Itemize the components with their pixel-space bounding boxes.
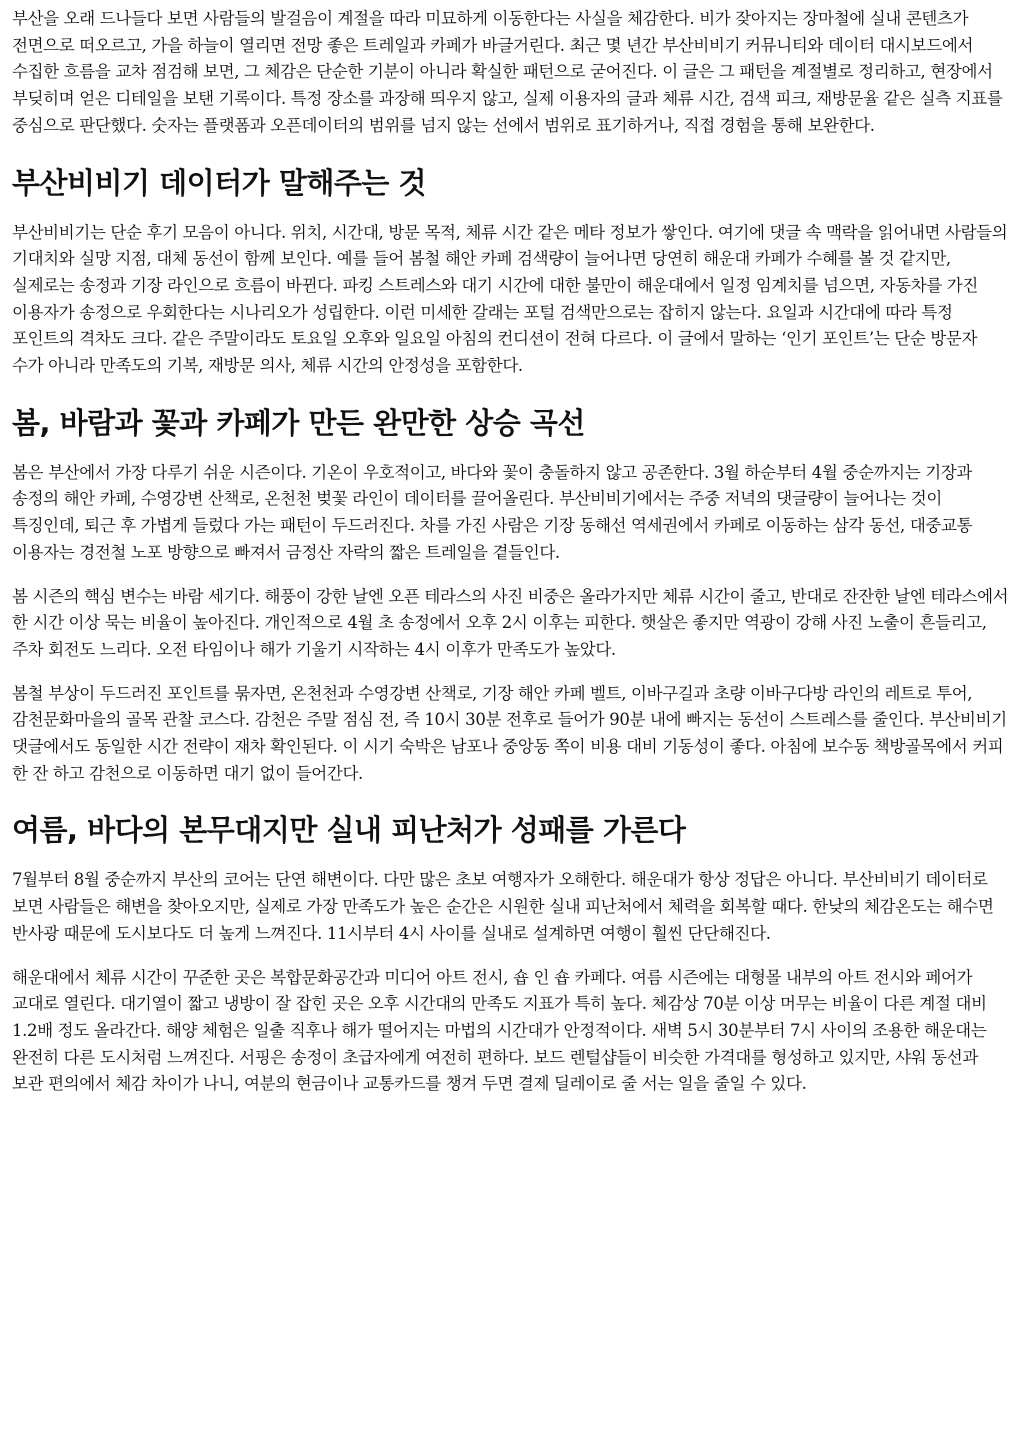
section-spring-paragraph-2: 봄 시즌의 핵심 변수는 바람 세기다. 해풍이 강한 날엔 오픈 테라스의 사진 비중은 올라가지만 체류 시간이 줄고, 반대로 잔잔한 날엔 테라스에서 한 시간 이상 묵는 비율이 높아진다. 개인적으로 4월 초 송정에서 오후 2시 이후는 피한다. 햇살은 좋지만 역광이 강해 사진 노출이 흔들리고, 주차 회전도 느리다. 오전 타임이나 해가 기울기 시작하는 4시 이후가 만족도가 높았다. bbox=[12, 586, 1009, 659]
section-data-paragraph-1: 부산비비기는 단순 후기 모음이 아니다. 위치, 시간대, 방문 목적, 체류 시간 같은 메타 정보가 쌓인다. 여기에 댓글 속 맥락을 읽어내면 사람들의 기대치와 실망 지점, 대체 동선이 함께 보인다. 예를 들어 봄철 해안 카페 검색량이 늘어나면 당연히 해운대 카페가 수혜를 볼 것 같지만, 실제로는 송정과 기장 라인으로 흐름이 바뀐다. 파킹 스트레스와 대기 시간에 대한 불만이 해운대에서 일정 임계치를 넘으면, 자동차를 가진 이용자가 송정으로 우회한다는 시나리오가 성립한다. 이런 미세한 갈래는 포털 검색만으로는 잡히지 않는다. 요일과 시간대에 따라 특정 포인트의 격차도 크다. 같은 주말이라도 토요일 오후와 일요일 아침의 컨디션이 전혀 다르다. 이 글에서 말하는 ‘인기 포인트’는 단순 방문자 수가 아니라 만족도의 기복, 재방문 의사, 체류 시간의 안정성을 포함한다. bbox=[12, 222, 1008, 376]
section-spring-paragraph-1: 봄은 부산에서 가장 다루기 쉬운 시즌이다. 기온이 우호적이고, 바다와 꽃이 충돌하지 않고 공존한다. 3월 하순부터 4월 중순까지는 기장과 송정의 해안 카페, 수영강변 산책로, 온천천 벚꽃 라인이 데이터를 끌어올린다. 부산비비기에서는 주중 저녁의 댓글량이 늘어나는 것이 특징인데, 퇴근 후 가볍게 들렀다 가는 패턴이 두드러진다. 차를 가진 사람은 기장 동해선 역세권에서 카페로 이동하는 삼각 동선, 대중교통 이용자는 경전철 노포 방향으로 빠져서 금정산 자락의 짧은 트레일을 곁들인다. bbox=[12, 462, 973, 562]
section-heading-summer: 여름, 바다의 본무대지만 실내 피난처가 성패를 가른다 bbox=[12, 813, 686, 848]
section-spring-paragraph-3: 봄철 부상이 두드러진 포인트를 묶자면, 온천천과 수영강변 산책로, 기장 해안 카페 벨트, 이바구길과 초량 이바구다방 라인의 레트로 투어, 감천문화마을의 골목 관찰 코스다. 감천은 주말 점심 전, 즉 10시 30분 전후로 들어가 90분 내에 빠지는 동선이 스트레스를 줄인다. 부산비비기 댓글에서도 동일한 시간 전략이 재차 확인된다. 이 시기 숙박은 남포나 중앙동 쪽이 비용 대비 기동성이 좋다. 아침에 보수동 책방골목에서 커피 한 잔 하고 감천으로 이동하면 대기 없이 들어간다. bbox=[12, 683, 1007, 783]
section-summer-paragraph-1: 7월부터 8월 중순까지 부산의 코어는 단연 해변이다. 다만 많은 초보 여행자가 오해한다. 해운대가 항상 정답은 아니다. 부산비비기 데이터로 보면 사람들은 해변을 찾아오지만, 실제로 가장 만족도가 높은 순간은 시원한 실내 피난처에서 체력을 회복할 때다. 한낮의 체감온도는 해수면 반사광 때문에 도시보다도 더 높게 느껴진다. 11시부터 4시 사이를 실내로 설계하면 여행이 훨씬 단단해진다. bbox=[12, 870, 994, 943]
section-summer-paragraph-2: 해운대에서 체류 시간이 꾸준한 곳은 복합문화공간과 미디어 아트 전시, 숍 인 숍 카페다. 여름 시즌에는 대형몰 내부의 아트 전시와 페어가 교대로 열린다. 대기열이 짧고 냉방이 잘 잡힌 곳은 오후 시간대의 만족도 지표가 특히 높다. 체감상 70분 이상 머무는 비율이 다른 계절 대비 1.2배 정도 올라간다. 해양 체험은 일출 직후나 해가 떨어지는 마법의 시간대가 안정적이다. 새벽 5시 30분부터 7시 사이의 조용한 해운대는 완전히 다른 도시처럼 느껴진다. 서핑은 송정이 초급자에게 여전히 편하다. 보드 렌털샵들이 비슷한 가격대를 형성하고 있지만, 샤워 동선과 보관 편의에서 체감 차이가 나니, 여분의 현금이나 교통카드를 챙겨 두면 결제 딜레이로 줄 서는 일을 줄일 수 있다. bbox=[12, 967, 987, 1094]
intro-paragraph: 부산을 오래 드나들다 보면 사람들의 발걸음이 계절을 따라 미묘하게 이동한다는 사실을 체감한다. 비가 잦아지는 장마철에 실내 콘텐츠가 전면으로 떠오르고, 가을 하늘이 열리면 전망 좋은 트레일과 카페가 바글거린다. 최근 몇 년간 부산비비기 커뮤니티와 데이터 대시보드에서 수집한 흐름을 교차 점검해 보면, 그 체감은 단순한 기분이 아니라 확실한 패턴으로 굳어진다. 이 글은 그 패턴을 계절별로 정리하고, 현장에서 부딪히며 얻은 디테일을 보탠 기록이다. 특정 장소를 과장해 띄우지 않고, 실제 이용자의 글과 체류 시간, 검색 피크, 재방문율 같은 실측 지표를 중심으로 판단했다. 숫자는 플랫폼과 오픈데이터의 범위를 넘지 않는 선에서 범위로 표기하거나, 직접 경험을 통해 보완한다. bbox=[12, 9, 1003, 135]
section-heading-data: 부산비비기 데이터가 말해주는 것 bbox=[12, 165, 426, 200]
section-heading-spring: 봄, 바람과 꽃과 카페가 만든 완만한 상승 곡선 bbox=[12, 405, 585, 440]
